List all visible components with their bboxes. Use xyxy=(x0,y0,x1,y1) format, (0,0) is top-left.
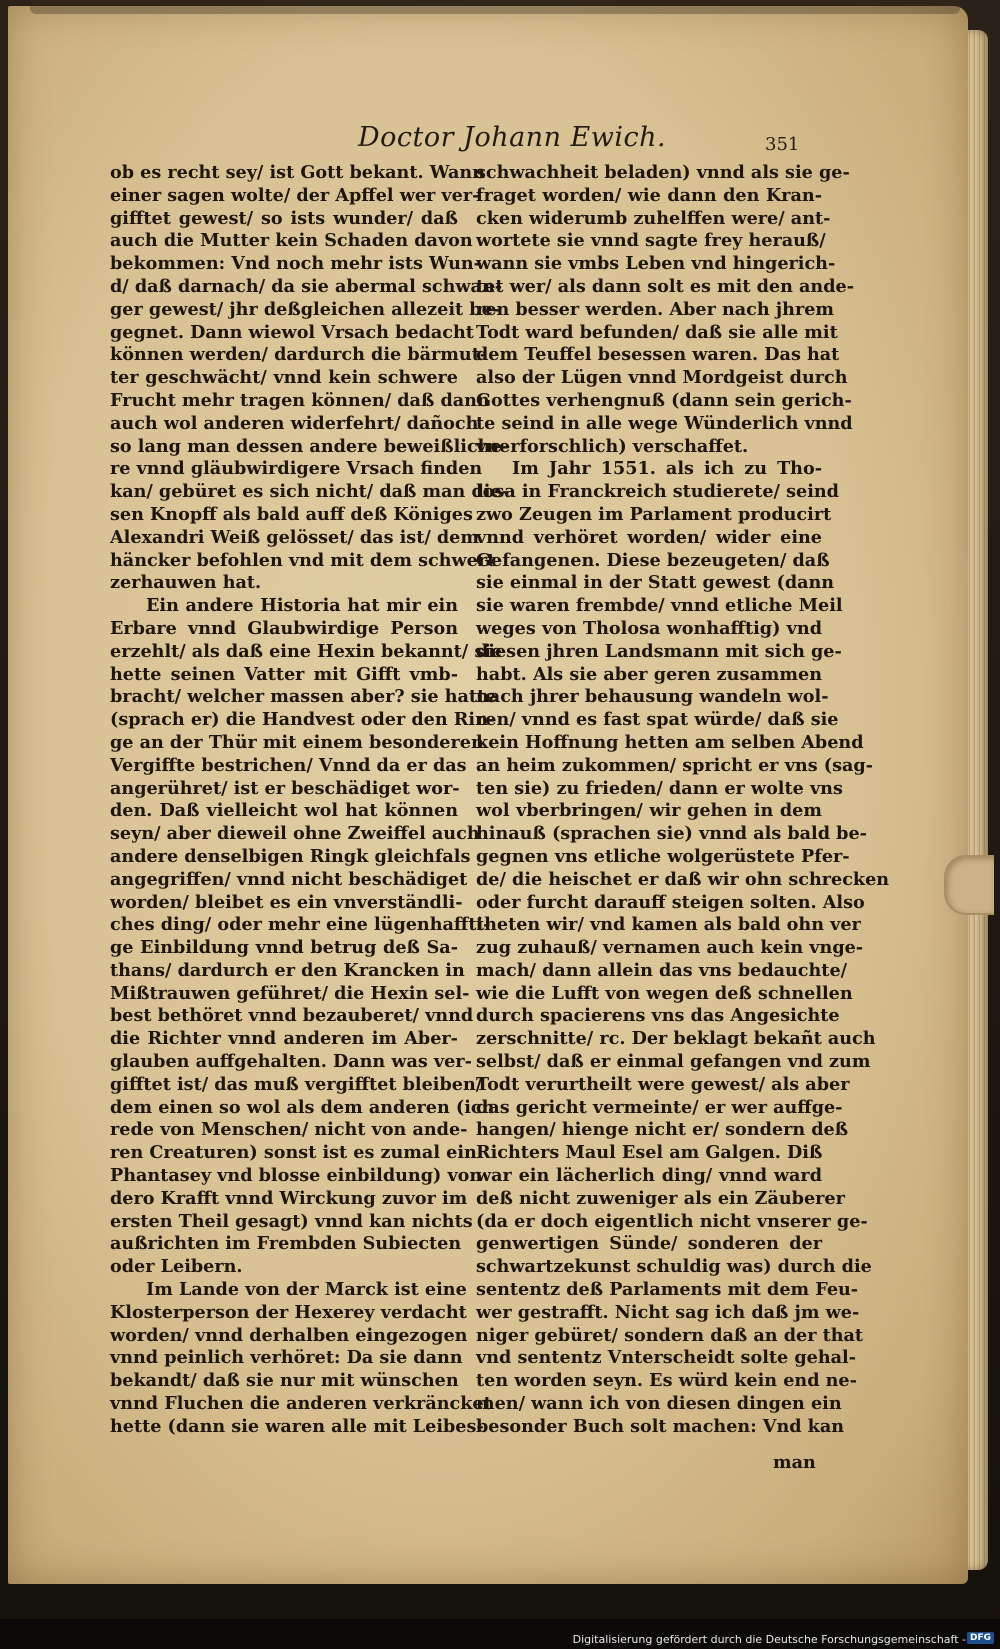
text-line: sen Knopff als bald auff deß Königes xyxy=(110,503,473,525)
text-line: sie waren frembde/ vnnd etliche Meil xyxy=(476,595,843,617)
text-line: tet wer/ als dann solt es mit den ande- xyxy=(476,275,855,297)
text-line: sententz deß Parlaments mit dem Feu- xyxy=(476,1279,859,1301)
text-line: ger gewest/ jhr deßgleichen allezeit be- xyxy=(110,298,501,320)
text-line: sie einmal in der Statt gewest (dann xyxy=(476,572,835,594)
text-line: hette (dann sie waren alle mit Leibes- xyxy=(110,1415,484,1437)
text-line: niger gebüret/ sondern daß an der that xyxy=(476,1324,864,1346)
text-line: losa in Franckreich studierete/ seind xyxy=(476,481,839,503)
text-line: außrichten im Frembden Subiecten xyxy=(110,1233,462,1255)
text-line: theten wir/ vnd kamen als bald ohn ver xyxy=(476,914,861,936)
text-line: fraget worden/ wie dann den Kran- xyxy=(476,184,822,206)
text-line: thans/ dardurch er den Krancken in xyxy=(110,959,465,981)
text-line: (da er doch eigentlich nicht vnserer ge- xyxy=(476,1210,868,1232)
text-line: ersten Theil gesagt) vnnd kan nichts xyxy=(110,1210,473,1232)
text-line: zerhauwen hat. xyxy=(110,572,262,594)
text-line: ten sie) zu frieden/ dann er wolte vns xyxy=(476,777,843,799)
text-line: hinauß (sprachen sie) vnnd als bald be- xyxy=(476,823,867,845)
text-line: vnerforschlich) verschaffet. xyxy=(476,435,749,457)
text-line: zug zuhauß/ vernamen auch kein vnge- xyxy=(476,937,864,959)
text-line: bracht/ welcher massen aber? sie hatte xyxy=(110,686,497,708)
text-line: nach jhrer behausung wandeln wol- xyxy=(476,686,829,708)
text-line: Alexandri Weiß gelösset/ das ist/ dem xyxy=(110,526,479,548)
text-line: ob es recht sey/ ist Gott bekant. Wann xyxy=(110,162,485,183)
text-line: vnnd peinlich verhöret: Da sie dann xyxy=(110,1347,463,1369)
text-line: oder Leibern. xyxy=(110,1256,243,1278)
text-line: vnnd Fluchen die anderen verkräncket xyxy=(110,1393,492,1415)
text-line: Phantasey vnd blosse einbildung) von xyxy=(110,1165,483,1187)
text-line: durch spacierens vns das Angesichte xyxy=(476,1005,840,1027)
text-line: worden/ vnnd derhalben eingezogen xyxy=(110,1324,468,1346)
text-line: hette seinen Vatter mit Gifft vmb- xyxy=(110,663,458,685)
text-line: selbst/ daß er einmal gefangen vnd zum xyxy=(476,1051,871,1073)
text-line: also der Lügen vnnd Mordgeist durch xyxy=(476,367,848,389)
text-line: (sprach er) die Handvest oder den Rin- xyxy=(110,709,496,731)
text-line: das gericht vermeinte/ er wer auffge- xyxy=(476,1096,843,1118)
text-line: schwachheit beladen) vnnd als sie ge- xyxy=(476,162,850,183)
text-line: Todt ward befunden/ daß sie alle mit xyxy=(476,321,838,343)
clasp-tab xyxy=(944,855,994,915)
text-line: den. Daß vielleicht wol hat können xyxy=(110,800,458,822)
text-line: men/ wann ich von diesen dingen ein xyxy=(476,1393,842,1415)
text-line: können werden/ dardurch die bärmut- xyxy=(110,344,488,366)
text-line: an heim zukommen/ spricht er vns (sag- xyxy=(476,754,873,776)
text-line: andere denselbigen Ringk gleichfals xyxy=(110,845,471,867)
text-line: Gottes verhengnuß (dann sein gerich- xyxy=(476,389,852,411)
text-line: ge an der Thür mit einem besonderen xyxy=(110,731,484,753)
text-line: re vnnd gläubwirdigere Vrsach finden xyxy=(110,458,483,480)
binding-shadow xyxy=(30,0,960,14)
text-line: war ein lächerlich ding/ vnnd ward xyxy=(476,1165,822,1187)
text-line: cken widerumb zuhelffen were/ ant- xyxy=(476,207,831,229)
left-column xyxy=(110,162,509,1439)
text-line: Im Lande von der Marck ist eine xyxy=(146,1279,467,1301)
text-line: wol vberbringen/ wir gehen in dem xyxy=(476,800,822,822)
text-line: besonder Buch solt machen: Vnd kan xyxy=(476,1415,845,1437)
text-line: dero Krafft vnnd Wirckung zuvor im xyxy=(110,1187,468,1209)
text-line: hangen/ hienge nicht er/ sondern deß xyxy=(476,1119,849,1141)
text-line: worden/ bleibet es ein vnverständli- xyxy=(110,891,463,913)
text-line: ren/ vnnd es fast spat würde/ daß sie xyxy=(476,709,839,731)
text-line: zwo Zeugen im Parlament producirt xyxy=(476,503,832,525)
text-line: auch wol anderen widerfehrt/ dañoch xyxy=(110,412,479,434)
text-line: Im Jahr 1551. als ich zu Tho- xyxy=(512,458,822,480)
text-line: diesen jhren Landsmann mit sich ge- xyxy=(476,640,842,662)
text-line: wer gestrafft. Nicht sag ich daß jm we- xyxy=(476,1301,860,1323)
text-line: Gefangenen. Diese bezeugeten/ daß xyxy=(476,549,830,571)
text-line: Klosterperson der Hexerey verdacht xyxy=(110,1301,467,1323)
text-line: angerühret/ ist er beschädiget wor- xyxy=(110,777,460,799)
text-line: schwartzekunst schuldig was) durch die xyxy=(476,1256,872,1278)
text-line: Todt verurtheilt were gewest/ als aber xyxy=(476,1073,850,1095)
text-line: wie die Lufft von wegen deß schnellen xyxy=(476,982,853,1004)
text-line: Richters Maul Esel am Galgen. Diß xyxy=(476,1142,823,1164)
text-line: Mißtrauwen geführet/ die Hexin sel- xyxy=(110,982,470,1004)
text-line: angegriffen/ vnnd nicht beschädiget xyxy=(110,868,468,890)
text-line: gifftet gewest/ so ists wunder/ daß xyxy=(110,207,458,229)
text-line: dem Teuffel besessen waren. Das hat xyxy=(476,344,840,366)
text-line: dem einen so wol als dem anderen (ich xyxy=(110,1096,495,1118)
text-line: erzehlt/ als daß eine Hexin bekannt/ sie xyxy=(110,640,503,662)
text-line: ge Einbildung vnnd betrug deß Sa- xyxy=(110,937,458,959)
text-line: wortete sie vnnd sagte frey herauß/ xyxy=(476,230,826,252)
text-line: ren Creaturen) sonst ist es zumal ein xyxy=(110,1142,477,1164)
text-line: vnnd verhöret worden/ wider eine xyxy=(476,526,822,548)
text-line: häncker befohlen vnd mit dem schwert xyxy=(110,549,496,571)
text-line: zerschnitte/ rc. Der beklagt bekañt auch xyxy=(476,1028,876,1050)
text-line: kein Hoffnung hetten am selben Abend xyxy=(476,731,864,753)
text-line: oder furcht darauff steigen solten. Also xyxy=(476,891,865,913)
right-column xyxy=(476,162,890,1439)
text-line: d/ daß darnach/ da sie abermal schwan- xyxy=(110,275,503,297)
text-line: so lang man dessen andere beweißliche- xyxy=(110,435,509,457)
text-line: gifftet ist/ das muß vergifftet bleiben/ xyxy=(110,1073,483,1095)
text-line: gegnet. Dann wiewol Vrsach bedacht xyxy=(110,321,474,343)
text-line: Erbare vnnd Glaubwirdige Person xyxy=(110,617,458,639)
text-line: ter geschwächt/ vnnd kein schwere xyxy=(110,367,458,389)
text-line: rede von Menschen/ nicht von ande- xyxy=(110,1119,468,1141)
text-line: Vergiffte bestrichen/ Vnnd da er das xyxy=(110,754,467,776)
text-line: te seind in alle wege Wünderlich vnnd xyxy=(476,412,853,434)
footer-credit: Digitalisierung gefördert durch die Deutsche Forschungsgemeinschaft - xyxy=(572,1633,966,1646)
page-number: 351 xyxy=(765,134,800,155)
text-line: glauben auffgehalten. Dann was ver- xyxy=(110,1051,472,1073)
text-line: auch die Mutter kein Schaden davon xyxy=(110,230,473,252)
text-line: genwertigen Sünde/ sonderen der xyxy=(476,1233,822,1255)
text-line: kan/ gebüret es sich nicht/ daß man die- xyxy=(110,481,509,503)
text-line: Ein andere Historia hat mir ein xyxy=(146,595,458,617)
text-line: seyn/ aber dieweil ohne Zweiffel auch xyxy=(110,823,480,845)
text-line: best bethöret vnnd bezauberet/ vnnd xyxy=(110,1005,474,1027)
text-line: einer sagen wolte/ der Apffel wer ver- xyxy=(110,184,480,206)
running-head: Doctor Johann Ewich. xyxy=(358,122,667,153)
text-line: gegnen vns etliche wolgerüstete Pfer- xyxy=(476,845,850,867)
text-line: de/ die heischet er daß wir ohn schrecken xyxy=(476,868,890,890)
text-line: bekandt/ daß sie nur mit wünschen xyxy=(110,1370,459,1392)
text-line: Frucht mehr tragen können/ daß dann xyxy=(110,389,490,411)
text-line: weges von Tholosa wonhafftig) vnd xyxy=(476,617,822,639)
text-line: mach/ dann allein das vns bedauchte/ xyxy=(476,959,848,981)
text-line: deß nicht zuweniger als ein Zäuberer xyxy=(476,1187,845,1209)
catchword: man xyxy=(773,1452,816,1473)
text-line: ren besser werden. Aber nach jhrem xyxy=(476,298,835,320)
text-line: ches ding/ oder mehr eine lügenhaffti- xyxy=(110,914,491,936)
text-line: habt. Als sie aber geren zusammen xyxy=(476,663,822,685)
text-line: bekommen: Vnd noch mehr ists Wun- xyxy=(110,253,481,275)
text-line: wann sie vmbs Leben vnd hingerich- xyxy=(476,253,836,275)
text-line: die Richter vnnd anderen im Aber- xyxy=(110,1028,458,1050)
dfg-logo: DFG xyxy=(967,1632,994,1644)
text-line: vnd sententz Vnterscheidt solte gehal- xyxy=(476,1347,857,1369)
text-line: ten worden seyn. Es würd kein end ne- xyxy=(476,1370,857,1392)
